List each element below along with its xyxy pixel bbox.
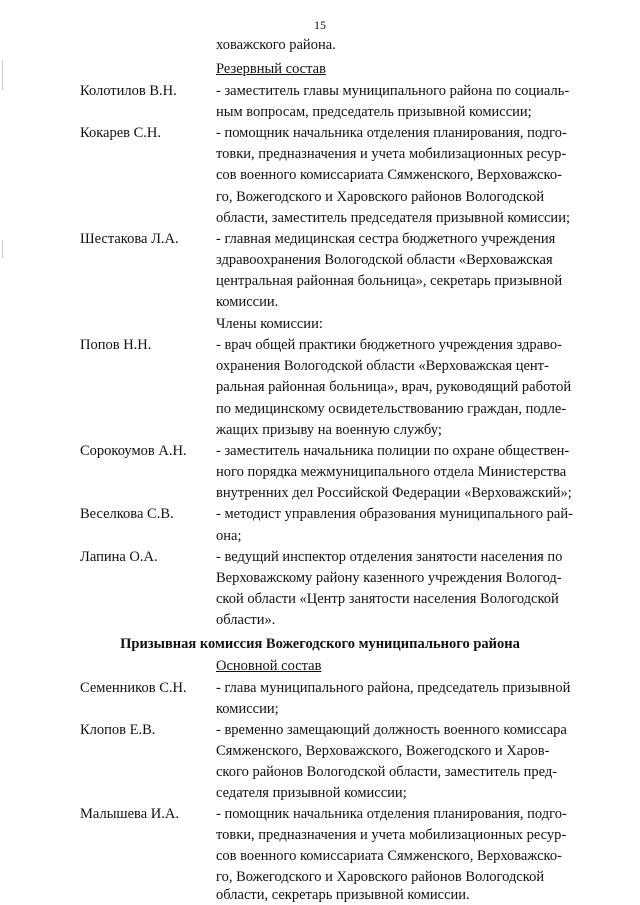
member-role-line: - методист управления образования муниципального рай- [216,506,573,522]
member-role-line: - главная медицинская сестра бюджетного учреждения [216,231,556,247]
member-name: Малышева И.А. [80,806,179,822]
member-name: Колотилов В.Н. [80,83,177,99]
member-role-line: - помощник начальника отделения планирования, подго- [216,125,567,141]
member-name: Семенников С.Н. [80,680,187,696]
member-role-line: по медицинскому освидетельствованию граждан, подле- [216,401,567,417]
continuation-text: ховажского района. [216,37,336,53]
member-role-line: сов военного комиссариата Сямженского, Верховажско- [216,167,562,183]
member-role-line: внутренних дел Российской Федерации «Верховажский»; [216,485,572,501]
member-role-line: - временно замещающий должность военного комиссара [216,722,567,738]
member-role-line: товки, предназначения и учета мобилизационных ресур- [216,146,567,162]
member-role-line: области, заместитель председателя призывной комиссии; [216,210,570,226]
member-role-line: - ведущий инспектор отделения занятости населения по [216,549,563,565]
member-name: Веселкова С.В. [80,506,174,522]
member-name: Клопов Е.В. [80,722,156,738]
member-role-line: - глава муниципального района, председатель призывной [216,680,571,696]
members-title: Члены комиссии: [216,316,323,332]
member-role-line: - заместитель начальника полиции по охране обществен- [216,443,570,459]
member-role-line: ным вопросам, председатель призывной комиссии; [216,104,532,120]
member-role-line: она; [216,528,242,544]
section-heading: Призывная комиссия Вожегодского муниципального района [120,636,520,652]
member-role-line: седателя призывной комиссии; [216,785,407,801]
page-number: 15 [314,18,326,32]
member-name: Кокарев С.Н. [80,125,162,141]
member-role-line: - заместитель главы муниципального района по социаль- [216,83,570,99]
member-role-line: - врач общей практики бюджетного учреждения здраво- [216,337,562,353]
member-name: Сорокоумов А.Н. [80,443,187,459]
member-role-line: - помощник начальника отделения планирования, подго- [216,806,567,822]
member-role-line: сов военного комиссариата Сямженского, Верховажско- [216,848,562,864]
member-role-line: Верховажскому району казенного учреждения Вологод- [216,570,562,586]
member-role-line: Сямженского, Верховажского, Вожегодского и Харов- [216,743,550,759]
reserve-composition-title: Резервный состав [216,61,326,77]
member-role-line: го, Вожегодского и Харовского районов Вологодской [216,189,545,205]
member-role-line: области, секретарь призывной комиссии. [216,887,470,903]
member-role-line: области». [216,612,276,628]
member-role-line: ского районов Вологодской области, заместитель пред- [216,764,558,780]
member-role-line: комиссии. [216,294,279,310]
member-role-line: здравоохранения Вологодской области «Верховажская [216,252,553,268]
member-role-line: жащих призыву на военную службу; [216,422,442,438]
member-role-line: ской области «Центр занятости населения Вологодской [216,591,559,607]
member-role-line: охранения Вологодской области «Верховажская цент- [216,358,549,374]
main-composition-title: Основной состав [216,658,322,674]
member-role-line: центральная районная больница», секретарь призывной [216,273,563,289]
member-role-line: ральная районная больница», врач, руководящий работой [216,379,572,395]
member-role-line: го, Вожегодского и Харовского районов Вологодской [216,869,545,885]
member-role-line: товки, предназначения и учета мобилизационных ресур- [216,827,567,843]
member-role-line: ного порядка межмуниципального отдела Министерства [216,464,567,480]
member-name: Шестакова Л.А. [80,231,179,247]
scan-edge-mark [2,60,3,90]
member-name: Попов Н.Н. [80,337,152,353]
member-role-line: комиссии; [216,701,279,717]
scan-edge-mark [2,240,3,258]
member-name: Лапина О.А. [80,549,158,565]
